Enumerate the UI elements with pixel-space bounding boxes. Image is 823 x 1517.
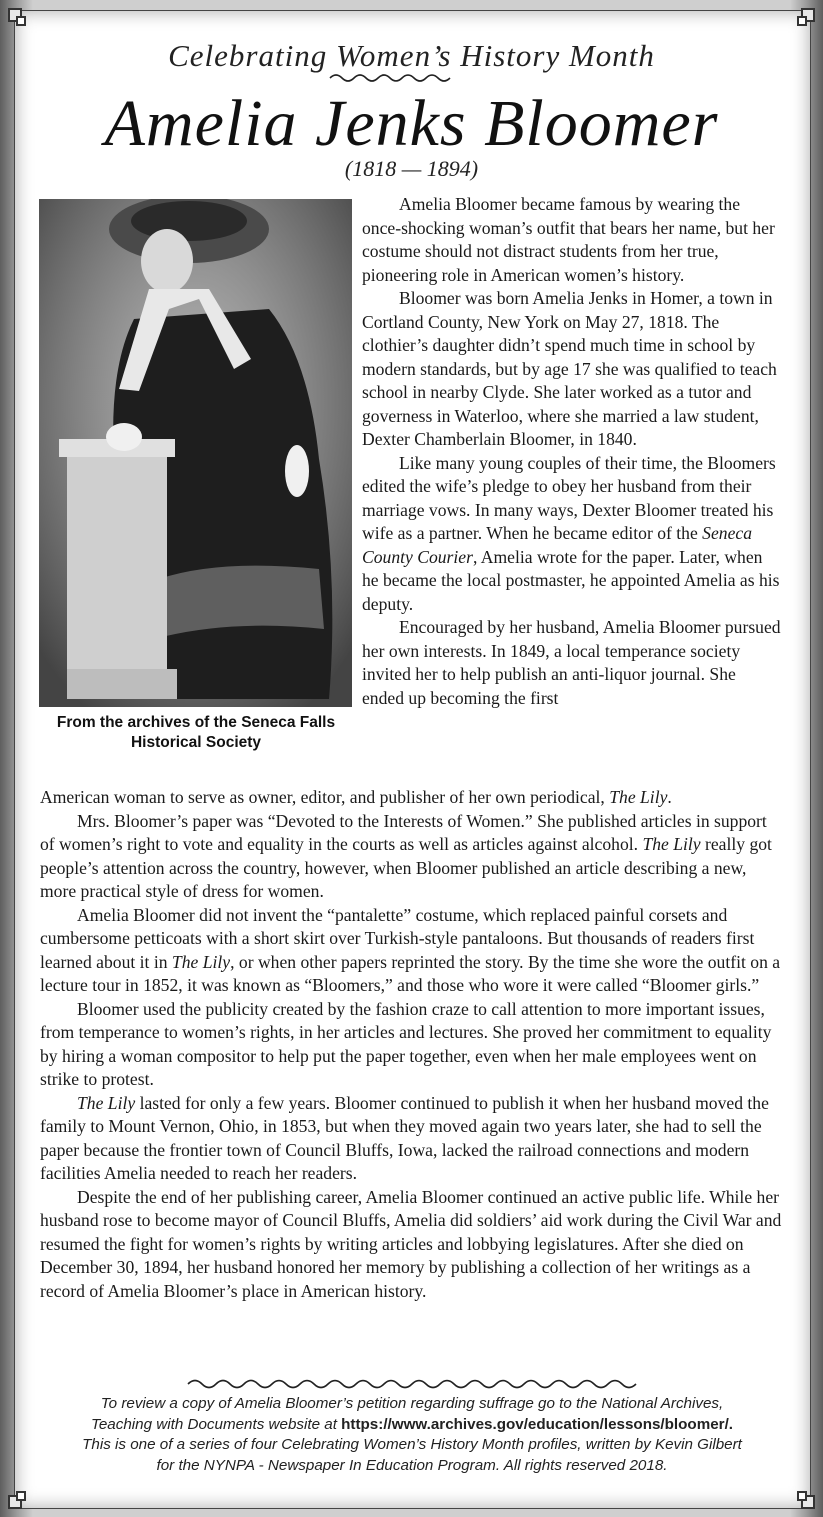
- photo-caption: From the archives of the Seneca Falls Historical Society: [56, 714, 336, 751]
- squiggle-divider-bottom: [186, 1377, 638, 1389]
- publication-title: The Lily: [171, 951, 231, 972]
- footer-line-1: To review a copy of Amelia Bloomer’s petition regarding suffrage go to the National Archives,: [100, 1395, 724, 1412]
- footer-note: [40, 1394, 784, 1476]
- corner-ornament-bottom-left: [8, 1495, 22, 1509]
- corner-ornament-bottom-right: [801, 1495, 815, 1509]
- paragraph-6: [40, 904, 784, 998]
- paragraph-1: Amelia Bloomer became famous by wearing the once-shocking woman’s outfit that bears her name, but her costume should not distract students from her true, pioneering role in American women’s history.: [362, 194, 775, 285]
- article-column-right: [362, 193, 782, 710]
- paragraph-5-text: Mrs. Bloomer’s paper was “Devoted to the Interests of Women.” She published articles in support of women’s right to vote and equality in the courts as well as articles against alcohol.: [40, 810, 767, 854]
- paragraph-6-text: Amelia Bloomer did not invent the “pantalette” costume, which replaced painful corsets and cumbersome petticoats with a short skirt over Turkish-style pantaloons. But thousands of readers first learned about it in: [40, 904, 755, 972]
- footer-line-4: for the NYNPA - Newspaper In Education Program. All rights reserved 2018.: [156, 1456, 668, 1474]
- footer-line-3: This is one of a series of four Celebrating Women’s History Month profiles, written by Kevin Gilbert: [82, 1436, 742, 1453]
- paragraph-4-start: Encouraged by her husband, Amelia Bloomer pursued her own interests. In 1849, a local temperance society invited her to help publish an anti-liquor journal. She ended up becoming the first: [362, 617, 781, 708]
- paragraph-5-text-end: really got people’s attention across the country, however, when Bloomer published an article describing a new, more practical style of dress for women.: [40, 834, 772, 901]
- publication-title: The Lily: [609, 787, 668, 807]
- publication-title: Seneca County Courier: [362, 523, 752, 567]
- page-subtitle: Celebrating Women’s History Month: [168, 38, 655, 73]
- footer-line-2-text: Teaching with Documents website at: [90, 1415, 342, 1433]
- paragraph-3-text-end: , Amelia wrote for the paper. Later, when he became the local postmaster, he appointed Amelia as his deputy.: [362, 546, 780, 614]
- portrait-photo: [39, 199, 352, 707]
- archives-link[interactable]: https://www.archives.gov/education/lessons/bloomer/.: [341, 1415, 734, 1433]
- page-title: Amelia Jenks Bloomer: [104, 87, 719, 160]
- paragraph-5: [40, 810, 784, 904]
- footer-line-2: [40, 1415, 784, 1436]
- publication-title: The Lily: [642, 834, 701, 854]
- paragraph-3: [362, 452, 782, 617]
- corner-ornament-top-right: [801, 8, 815, 22]
- paragraph-4-end-text: American woman to serve as owner, editor, and publisher of her own periodical,: [40, 787, 610, 807]
- publication-title: The Lily: [77, 1092, 136, 1113]
- life-dates: (1818 — 1894): [344, 156, 479, 181]
- portrait-illustration: [39, 199, 352, 707]
- paragraph-7: Bloomer used the publicity created by the fashion craze to call attention to more important issues, from temperance to women’s rights, in her articles and lectures. She proved her commitment to equality by hiring a woman compositor to help put the paper together, even when her male employees went on strike to protest.: [40, 998, 772, 1089]
- corner-ornament-top-left: [8, 8, 22, 22]
- paragraph-2: Bloomer was born Amelia Jenks in Homer, a town in Cortland County, New York on May 27, 1818. The clothier’s daughter didn’t spend much time in school by modern standards, but by age 17 she was qualified to teach school in nearby Clyde. She later worked as a tutor and governess in Waterloo, where she married a law student, Dexter Chamberlain Bloomer, in 1840.: [362, 288, 777, 449]
- paragraph-8: [40, 1092, 784, 1186]
- paragraph-4-tail: .: [667, 787, 672, 807]
- article-body-full-width: [40, 786, 784, 1303]
- paragraph-9: Despite the end of her publishing career, Amelia Bloomer continued an active public life. While her husband rose to become mayor of Council Bluffs, Amelia did soldiers’ aid work during the Civil War and resumed the fight for women’s rights by writing articles and lobbying legislatures. After she died on December 30, 1894, her husband honored her memory by publishing a collection of her writings as a record of Amelia Bloomer’s place in American history.: [40, 1186, 782, 1301]
- paragraph-8-text: lasted for only a few years. Bloomer continued to publish it when her husband moved the family to Mount Vernon, Ohio, in 1853, but when they moved again two years later, she had to sell the paper because the frontier town of Council Bluffs, Iowa, lacked the railroad connections and modern facilities Amelia needed to reach her readers.: [40, 1092, 769, 1183]
- paragraph-4-end: [40, 786, 784, 810]
- paragraph-6-text-end: , or when other papers reprinted the story. By the time she wore the outfit on a lecture tour in 1852, it was known as “Bloomers,” and those who wore it were called “Bloomer girls.”: [40, 951, 781, 995]
- squiggle-divider-top: [328, 72, 452, 82]
- paragraph-3-text: Like many young couples of their time, the Bloomers edited the wife’s pledge to obey her husband from their marriage vows. In many ways, Dexter Bloomer treated his wife as a partner. When he became editor of the: [362, 452, 776, 543]
